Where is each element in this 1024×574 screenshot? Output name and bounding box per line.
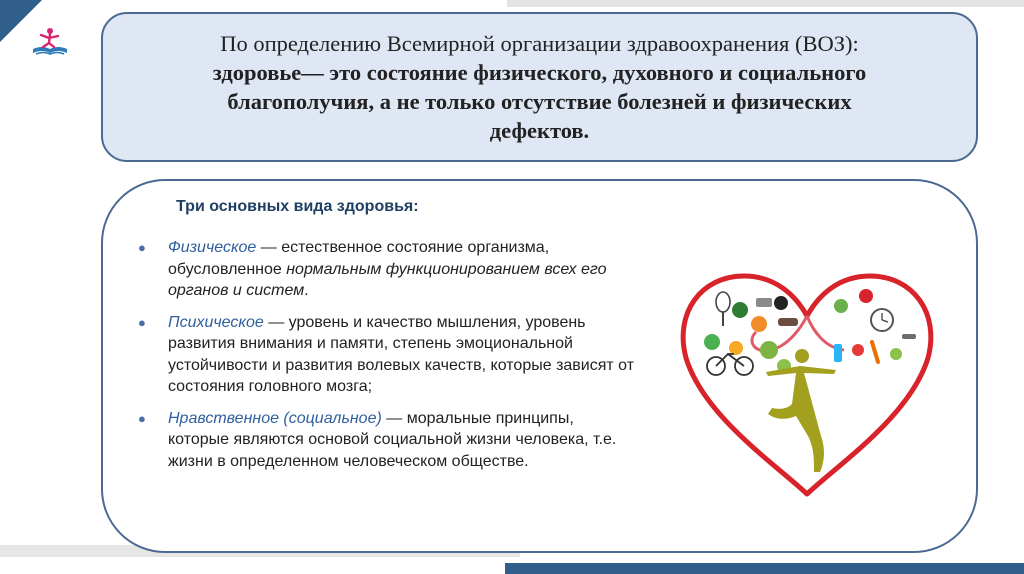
definition-line-4: дефектов. bbox=[489, 118, 590, 143]
definition-line-2: здоровье— это состояние физического, духовного и социального bbox=[212, 60, 867, 85]
list-item-mental bbox=[138, 312, 638, 398]
mental-description: — уровень и качество мышления, уровень развития внимания и памяти, степень эмоциональной устойчивости и развития волевых качеств, которые зависят от состояния головного мозга; bbox=[168, 313, 635, 395]
definition-line-1: По определению Всемирной организации здравоохранения (ВОЗ): bbox=[220, 31, 859, 56]
list-item-text bbox=[168, 312, 638, 398]
term-mental: Психическое bbox=[168, 313, 264, 331]
who-definition-box bbox=[101, 12, 978, 162]
bullet-dot-icon: ● bbox=[138, 240, 146, 255]
list-item-text bbox=[168, 408, 638, 473]
moral-description: — моральные принципы, которые являются основой социальной жизни человека, т.е. жизни в определенном человеческом обществе. bbox=[168, 409, 617, 470]
physical-description-end: . bbox=[304, 282, 309, 299]
bottom-decorative-bar-blue bbox=[505, 563, 1024, 574]
physical-description: — естественное состояние организма, обусловленное bbox=[168, 239, 550, 278]
term-moral: Нравственное (социальное) bbox=[168, 409, 382, 427]
top-decorative-line bbox=[507, 0, 1024, 7]
bullet-dot-icon: ● bbox=[138, 314, 146, 330]
physical-emphasis: нормальным функционированием всех его органов и систем bbox=[168, 260, 607, 299]
list-item-text bbox=[168, 237, 638, 302]
section-title: Три основных вида здоровья: bbox=[176, 198, 419, 215]
school-logo-icon bbox=[30, 26, 70, 60]
list-item-physical bbox=[138, 237, 638, 302]
heart-health-illustration-icon bbox=[676, 258, 938, 502]
bullet-dot-icon: ● bbox=[138, 410, 146, 426]
who-definition-text bbox=[213, 29, 867, 145]
list-item-moral bbox=[138, 408, 638, 473]
term-physical: Физическое bbox=[168, 239, 257, 256]
definition-line-3: благополучия, а не только отсутствие болезней и физических bbox=[227, 89, 852, 114]
health-types-list bbox=[138, 237, 638, 482]
